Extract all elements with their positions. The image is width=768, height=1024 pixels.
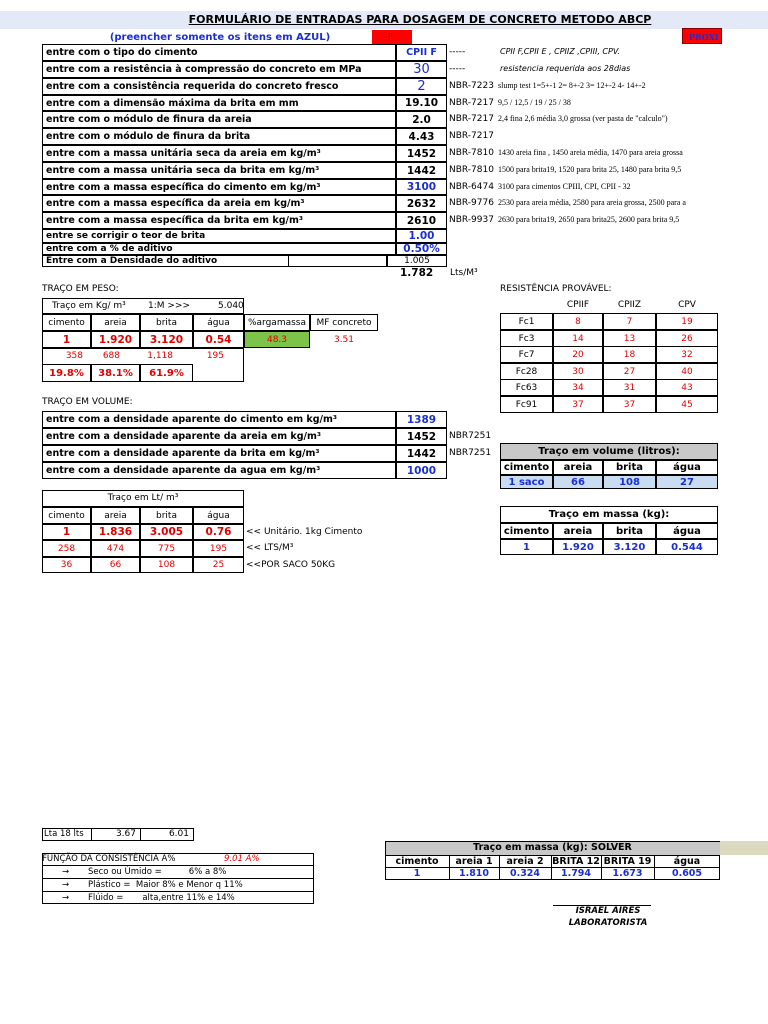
- input-label: entre com a massa específica da areia em kg/m³: [42, 195, 396, 212]
- volume-input-label: entre com a densidade aparente da areia em kg/m³: [42, 428, 396, 445]
- resistencia-value: 19: [656, 313, 718, 330]
- solver-value: 1.810: [458, 867, 490, 879]
- next-button-label: PROXI: [689, 32, 719, 42]
- resistencia-value: 45: [656, 396, 718, 413]
- resistencia-value: 13: [603, 330, 656, 347]
- volume-litros-value: 66: [553, 475, 603, 489]
- resistencia-value: 20: [553, 346, 603, 363]
- signature-name: ISRAEL AIRES: [575, 906, 641, 916]
- resistencia-row-label: Fc91: [500, 396, 553, 413]
- volume-input-value[interactable]: 1452: [396, 428, 447, 445]
- traco-peso-value: 0.54: [193, 331, 244, 348]
- massa-kg-col: cimento: [500, 523, 553, 539]
- volume-input-value[interactable]: 1000: [396, 462, 447, 479]
- traco-peso-h3: 5.040: [218, 301, 244, 311]
- input-value[interactable]: 2632: [396, 195, 447, 212]
- input-label: entre se corrigir o teor de brita: [42, 229, 396, 243]
- solver-title: Traço em massa (kg): SOLVER: [473, 842, 632, 853]
- traco-lt-col: areia: [91, 507, 140, 524]
- input-note: 3100 para cimentos CPIII, CPI, CPII - 32: [498, 182, 631, 191]
- volume-input-value[interactable]: 1389: [396, 411, 447, 428]
- resistencia-value: 27: [603, 363, 656, 380]
- resistencia-col-header: CPIIZ: [617, 300, 642, 310]
- input-note: slump test 1=5+-1 2= 8+-2 3= 12+-2 4- 14+-2: [498, 81, 646, 90]
- input-label: entre com a dimensão máxima da brita em mm: [42, 95, 396, 111]
- input-label: entre com a massa unitária seca da areia em kg/m³: [42, 145, 396, 162]
- solver-col: areia 1: [449, 855, 499, 867]
- column-header: %argamassa: [244, 314, 310, 331]
- solver-col: água: [654, 855, 720, 867]
- norm-ref: -----: [449, 64, 466, 74]
- traco-peso-kg: 1,118: [147, 351, 173, 361]
- traco-lt-lts: 775: [140, 540, 193, 557]
- total-value: 1.782: [400, 267, 434, 279]
- volume-norm-ref: NBR7251: [449, 448, 492, 458]
- input-value[interactable]: 30: [396, 61, 447, 78]
- traco-lt-note: << LTS/M³: [246, 543, 294, 553]
- arrow-icon: →: [62, 880, 70, 890]
- input-label: entre com o tipo do cimento: [42, 44, 396, 61]
- traco-lt-lts: 474: [91, 540, 140, 557]
- solver-col: BRITA 12: [552, 856, 600, 867]
- traco-lt-value: 1.836: [91, 524, 140, 540]
- traco-lt-saco: 25: [193, 557, 244, 573]
- resistencia-row-label: Fc7: [500, 346, 553, 363]
- traco-lt-col: brita: [140, 507, 193, 524]
- massa-kg-col: água: [656, 523, 718, 539]
- solver-title-tail: [720, 841, 768, 855]
- column-header: MF concreto: [310, 314, 378, 331]
- lta-value-2: 6.01: [168, 829, 189, 839]
- norm-ref: -----: [449, 47, 466, 57]
- arrow-icon: →: [62, 867, 70, 877]
- column-header: água: [193, 314, 244, 331]
- massa-kg-col: areia: [553, 523, 603, 539]
- resistencia-col-header: CPIIF: [566, 300, 590, 310]
- input-value[interactable]: 3100: [396, 179, 447, 195]
- massa-kg-title: Traço em massa (kg):: [500, 506, 718, 523]
- row-divider: [42, 891, 314, 892]
- input-note: 9,5 / 12,5 / 19 / 25 / 38: [498, 98, 571, 107]
- consistencia-row: Plástico = Maior 8% e Menor q 11%: [88, 880, 243, 890]
- traco-lt-value: 3.005: [140, 524, 193, 540]
- input-label: Entre com a Densidade do aditivo: [42, 255, 387, 267]
- column-header: areia: [91, 314, 140, 331]
- page-title: FORMULÁRIO DE ENTRADAS PARA DOSAGEM DE CONCRETO METODO ABCP: [188, 13, 652, 26]
- input-note: 2630 para brita19, 2650 para brita25, 2600 para brita 9,5: [498, 215, 680, 224]
- traco-lt-saco: 66: [91, 557, 140, 573]
- input-note: 1430 areia fina , 1450 areia média, 1470 para areia grossa: [498, 148, 683, 157]
- input-label: entre com a resistência à compressão do concreto em MPa: [42, 61, 396, 78]
- volume-input-value[interactable]: 1442: [396, 445, 447, 462]
- resistencia-value: 7: [603, 313, 656, 330]
- volume-litros-col: brita: [603, 460, 656, 475]
- volume-litros-col: areia: [553, 460, 603, 475]
- input-label: entre com a massa específica da brita em kg/m³: [42, 212, 396, 229]
- solver-value: 1: [413, 867, 421, 879]
- resistencia-value: 37: [553, 396, 603, 413]
- solver-col: BRITA 19: [601, 855, 654, 867]
- massa-kg-value: 0.544: [656, 539, 718, 555]
- input-note: 1500 para brita19, 1520 para brita 25, 1480 para brita 9,5: [498, 165, 682, 174]
- resistencia-value: 18: [603, 346, 656, 363]
- traco-peso-value: 3.51: [333, 334, 355, 345]
- column-header: brita: [140, 314, 193, 331]
- input-value[interactable]: 1.005: [387, 255, 447, 267]
- resistencia-value: 32: [656, 346, 718, 363]
- input-label: entre com o módulo de finura da areia: [42, 111, 396, 128]
- traco-peso-percent: 38.1%: [91, 364, 140, 382]
- input-value[interactable]: 2: [396, 78, 447, 95]
- solver-col: cimento: [385, 855, 449, 867]
- red-tag-text: F: [388, 32, 393, 41]
- next-button[interactable]: [682, 28, 722, 44]
- norm-ref: NBR-7223: [449, 81, 494, 91]
- input-value[interactable]: 2610: [396, 212, 447, 229]
- traco-peso-percent: 61.9%: [140, 364, 193, 382]
- volume-input-label: entre com a densidade aparente da agua em kg/m³: [42, 462, 396, 479]
- input-label: entre com a massa específica do cimento em kg/m³: [42, 179, 396, 195]
- input-label: entre com a consistência requerida do concreto fresco: [42, 78, 396, 95]
- subtitle: (preencher somente os itens em AZUL): [109, 32, 331, 43]
- resistencia-row-label: Fc1: [500, 313, 553, 330]
- consistencia-row: Seco ou Úmido = 6% a 8%: [88, 867, 227, 877]
- traco-lt-note: <<POR SACO 50KG: [246, 560, 336, 570]
- volume-litros-col: água: [656, 460, 718, 475]
- resistencia-col-header: CPV: [678, 300, 696, 310]
- traco-peso-value: 3.120: [140, 331, 193, 348]
- traco-peso-h1: Traço em Kg/ m³: [52, 301, 126, 311]
- resistencia-title: RESISTÊNCIA PROVÁVEL:: [500, 284, 612, 294]
- resistencia-value: 26: [656, 330, 718, 347]
- massa-kg-col: brita: [603, 523, 656, 539]
- traco-peso-h2: 1:M >>>: [148, 301, 191, 311]
- consistencia-row: Flúido = alta,entre 11% e 14%: [88, 893, 235, 903]
- traco-lt-value: 1: [42, 524, 91, 540]
- volume-litros-title: Traço em volume (litros):: [500, 443, 718, 460]
- input-value[interactable]: 1442: [396, 162, 447, 179]
- input-label: entre com a % de aditivo: [42, 243, 396, 255]
- solver-value: 1.673: [612, 867, 643, 879]
- traco-lt-note: << Unitário. 1kg Cimento: [246, 527, 363, 537]
- volume-litros-value: 108: [603, 475, 656, 489]
- resistencia-value: 37: [603, 396, 656, 413]
- section-traco-peso: TRAÇO EM PESO:: [42, 284, 119, 294]
- input-value[interactable]: 1.00: [396, 229, 447, 243]
- traco-lt-saco: 36: [42, 557, 91, 573]
- consistencia-label: FUNÇÃO DA CONSISTÊNCIA A%: [42, 854, 176, 864]
- volume-litros-value: 1 saco: [500, 475, 553, 489]
- input-note: resistencia requerida aos 28dias: [500, 64, 631, 73]
- input-note: CPII F,CPII E , CPIIZ ,CPIII, CPV.: [500, 47, 620, 56]
- input-value[interactable]: 2.0: [396, 111, 447, 128]
- solver-value: 1.794: [560, 867, 592, 879]
- input-label: entre com o módulo de finura da brita: [42, 128, 396, 145]
- input-value[interactable]: 0.50%: [396, 243, 447, 255]
- signature-role: LABORATORISTA: [568, 918, 648, 928]
- volume-input-label: entre com a densidade aparente da brita em kg/m³: [42, 445, 396, 462]
- input-label: entre com a massa unitária seca da brita em kg/m³: [42, 162, 396, 179]
- norm-ref: NBR-7217: [449, 98, 494, 108]
- solver-value: 0.605: [671, 867, 703, 879]
- traco-peso-kg: 358: [65, 351, 83, 361]
- row-divider: [42, 865, 314, 866]
- lta-label: Lta 18 lts: [44, 829, 84, 839]
- lta-value-1: 3.67: [115, 829, 136, 839]
- traco-lt-value: 0.76: [193, 524, 244, 540]
- input-note: 2,4 fina 2,6 média 3,0 grossa (ver pasta de "calculo"): [498, 114, 668, 123]
- volume-norm-ref: NBR7251: [449, 431, 492, 441]
- traco-peso-percent: 19.8%: [42, 364, 91, 382]
- norm-ref: NBR-9776: [449, 198, 494, 208]
- norm-ref: NBR-6474: [449, 182, 494, 192]
- resistencia-row-label: Fc3: [500, 330, 553, 347]
- volume-input-label: entre com a densidade aparente do cimento em kg/m³: [42, 411, 396, 428]
- massa-kg-value: 1: [500, 539, 553, 555]
- traco-lt-col: cimento: [42, 507, 91, 524]
- traco-lt-lts: 258: [42, 540, 91, 557]
- solver-col: areia 2: [499, 855, 551, 867]
- total-unit: Lts/M³: [450, 268, 478, 278]
- row-divider: [385, 867, 720, 868]
- red-tag: [372, 30, 412, 45]
- norm-ref: NBR-9937: [449, 215, 494, 225]
- traco-peso-value: 48.3: [244, 331, 310, 348]
- massa-kg-value: 3.120: [603, 539, 656, 555]
- traco-lt-col: água: [193, 507, 244, 524]
- input-value[interactable]: 1452: [396, 145, 447, 162]
- traco-peso-kg: 688: [102, 351, 120, 361]
- column-header: cimento: [42, 314, 91, 331]
- norm-ref: NBR-7810: [449, 165, 494, 175]
- traco-lt-saco: 108: [140, 557, 193, 573]
- traco-peso-value: 1: [42, 331, 91, 348]
- input-value[interactable]: 19.10: [396, 95, 447, 111]
- volume-litros-value: 27: [656, 475, 718, 489]
- resistencia-value: 34: [553, 379, 603, 396]
- input-value[interactable]: CPII F: [396, 44, 447, 61]
- traco-peso-kg: 195: [206, 351, 224, 361]
- row-divider: [42, 878, 314, 879]
- cell-divider: [288, 255, 289, 267]
- arrow-icon: →: [62, 893, 70, 903]
- resistencia-value: 14: [553, 330, 603, 347]
- norm-ref: NBR-7217: [449, 131, 494, 141]
- resistencia-value: 8: [553, 313, 603, 330]
- resistencia-value: 30: [553, 363, 603, 380]
- input-note: 2530 para areia média, 2580 para areia grossa, 2500 para a: [498, 198, 686, 207]
- resistencia-value: 31: [603, 379, 656, 396]
- resistencia-value: 43: [656, 379, 718, 396]
- traco-lt-title: Traço em Lt/ m³: [107, 493, 179, 503]
- volume-litros-col: cimento: [500, 460, 553, 475]
- resistencia-row-label: Fc63: [500, 379, 553, 396]
- solver-value: 0.324: [509, 867, 541, 879]
- resistencia-value: 40: [656, 363, 718, 380]
- input-value[interactable]: 4.43: [396, 128, 447, 145]
- norm-ref: NBR-7810: [449, 148, 494, 158]
- resistencia-row-label: Fc28: [500, 363, 553, 380]
- traco-lt-lts: 195: [193, 540, 244, 557]
- consistencia-value: 9.01 A%: [224, 854, 260, 864]
- massa-kg-value: 1.920: [553, 539, 603, 555]
- traco-peso-value: 1.920: [91, 331, 140, 348]
- norm-ref: NBR-7217: [449, 114, 494, 124]
- section-traco-volume: TRAÇO EM VOLUME:: [42, 397, 133, 407]
